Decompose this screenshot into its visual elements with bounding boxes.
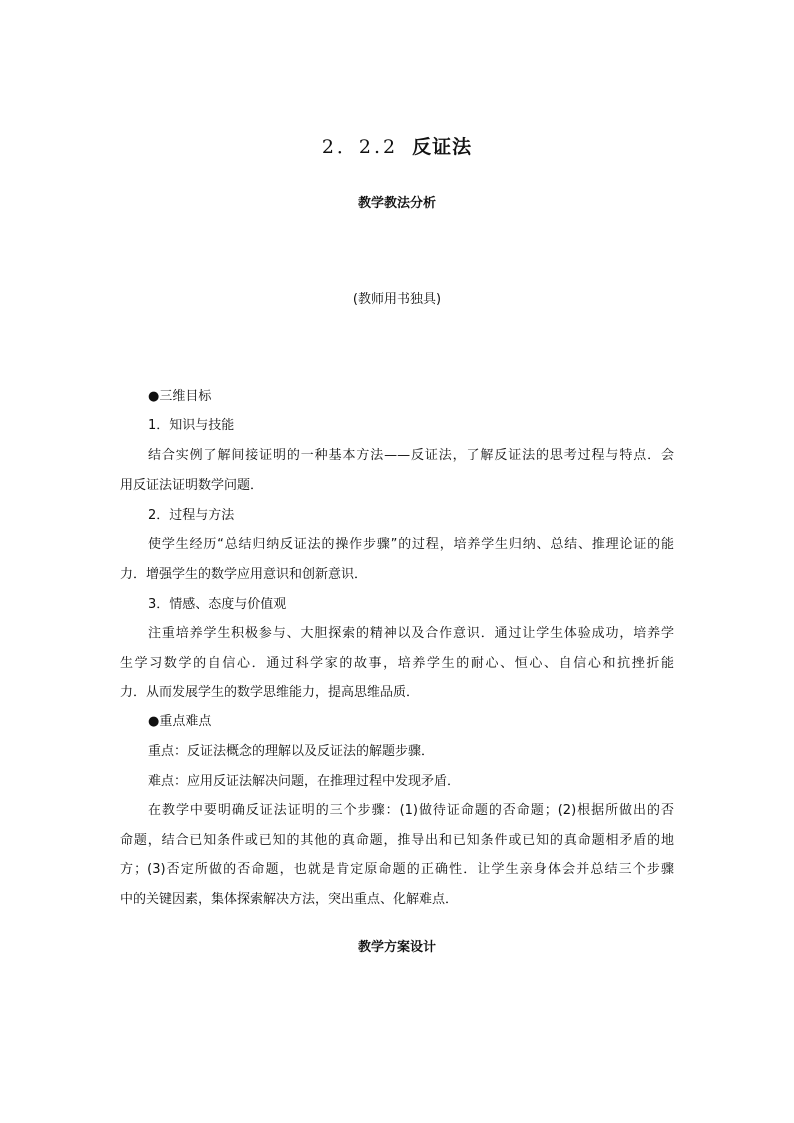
steps-paragraph-line3: 方；(3)否定所做的否命题，也就是肯定原命题的正确性．让学生亲身体会并总结三个步骤: [120, 862, 674, 877]
goal1-line1: 结合实例了解间接证明的一种基本方法——反证法，了解反证法的思考过程与特点．会: [148, 448, 674, 463]
key-point: 重点：反证法概念的理解以及反证法的解题步骤．: [148, 744, 435, 759]
goal1-line2: 用反证法证明数学问题．: [120, 478, 264, 493]
difficult-point: 难点：应用反证法解决问题，在推理过程中发现矛盾．: [148, 774, 461, 789]
lesson-title: [0, 132, 794, 159]
goals-heading: ●三维目标: [148, 389, 212, 404]
goal2-line2: 力．增强学生的数学应用意识和创新意识．: [120, 567, 368, 582]
section-heading-analysis: 教学教法分析: [357, 196, 436, 211]
section-heading-design: 教学方案设计: [357, 940, 436, 955]
goal3-line1: 注重培养学生积极参与、大胆探索的精神以及合作意识．通过让学生体验成功，培养学: [148, 626, 674, 641]
goal2-line1: 使学生经历“总结归纳反证法的操作步骤”的过程，培养学生归纳、总结、推理论证的能: [148, 537, 674, 552]
goal3-line2: 生学习数学的自信心．通过科学家的故事，培养学生的耐心、恒心、自信心和抗挫折能: [120, 656, 674, 671]
lesson-name: 反证法: [412, 136, 473, 158]
goal2-heading: 2．过程与方法: [148, 508, 235, 523]
goal3-heading: 3．情感、态度与价值观: [148, 597, 287, 612]
key-difficulty-heading: ●重点难点: [148, 714, 212, 729]
steps-paragraph-line4: 中的关键因素，集体探索解决方法，突出重点、化解难点．: [120, 892, 459, 907]
steps-paragraph-line2: 命题，结合已知条件或已知的其他的真命题，推导出和已知条件或已知的真命题相矛盾的地: [120, 833, 674, 848]
goal1-heading: 1．知识与技能: [148, 418, 235, 433]
lesson-number: 2．2.2: [321, 136, 399, 158]
goal3-line3: 力．从而发展学生的数学思维能力，提高思维品质．: [120, 685, 420, 700]
steps-paragraph-line1: 在教学中要明确反证法证明的三个步骤：(1)做待证命题的否命题；(2)根据所做出的否: [148, 803, 674, 818]
teacher-note: (教师用书独具): [352, 292, 442, 307]
